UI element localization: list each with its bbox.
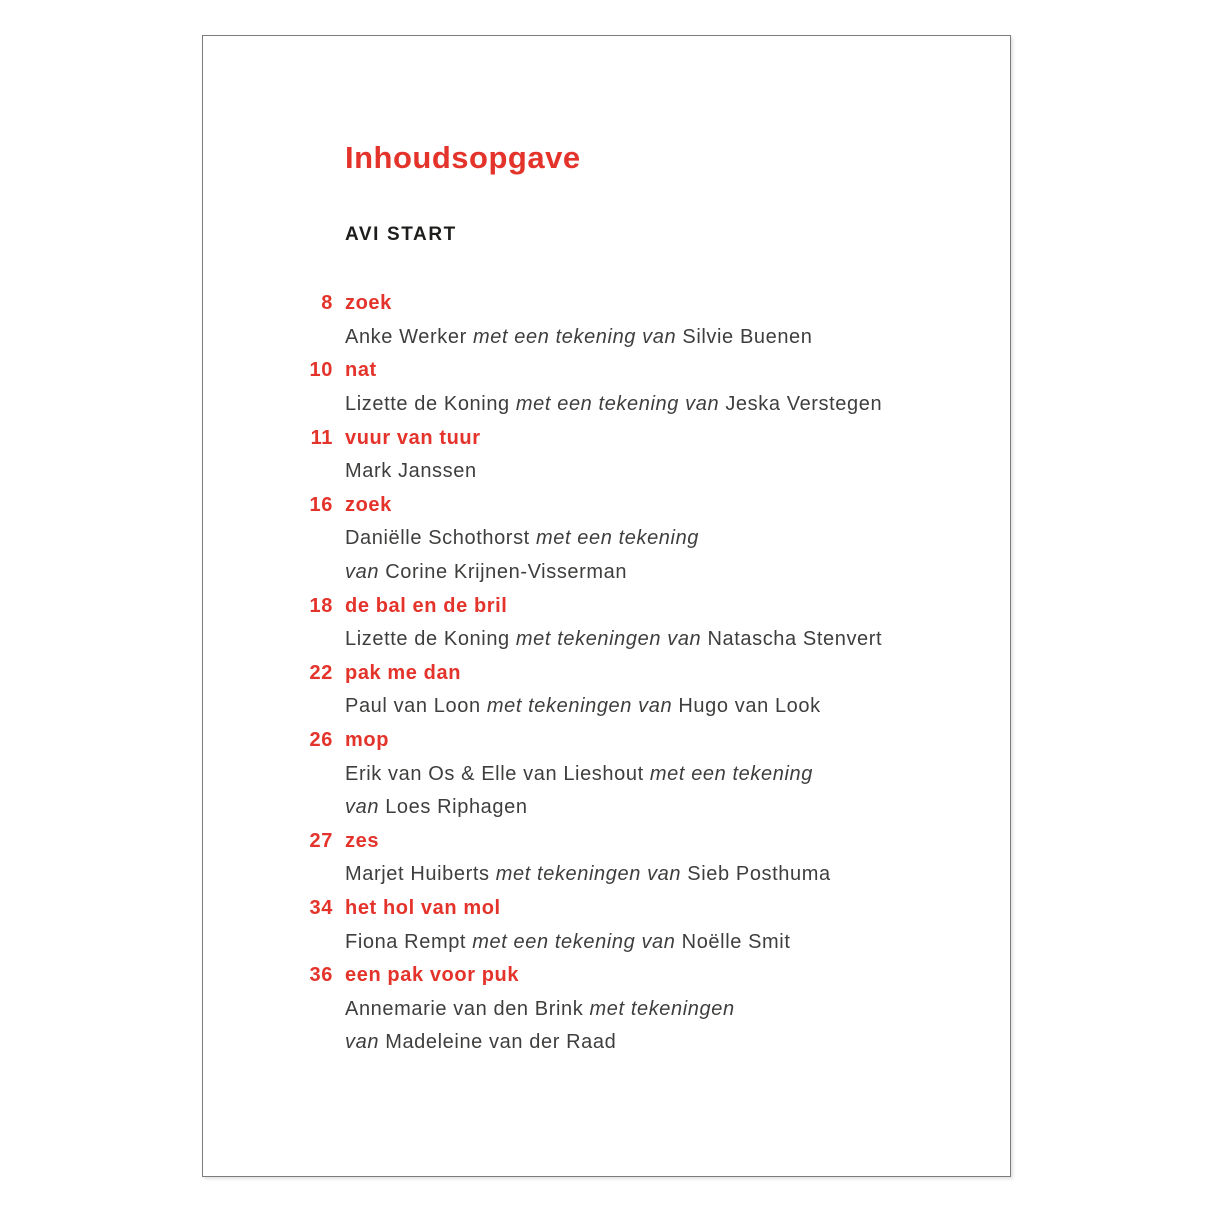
credit-segment: Hugo van Look — [672, 695, 821, 718]
credit-italic-segment: met een tekening — [649, 762, 813, 785]
toc-entry-heading — [203, 287, 1010, 321]
entry-title: zoek — [345, 493, 392, 516]
entry-page-number: 36 — [309, 964, 333, 987]
toc-entry-heading — [203, 421, 1010, 455]
entry-title: mop — [345, 729, 390, 752]
credit-italic-segment: van — [345, 561, 380, 584]
toc-entry-heading — [203, 657, 1010, 691]
credit-segment: Lizette de Koning — [345, 393, 516, 416]
credit-text — [333, 628, 882, 651]
credit-segment: Erik van Os & Elle van Lieshout — [345, 762, 650, 785]
entry-title: vuur van tuur — [345, 426, 481, 449]
credit-segment: Lizette de Koning — [345, 628, 516, 651]
credit-text — [333, 1031, 616, 1054]
credit-italic-segment: van — [345, 796, 380, 819]
credit-text — [333, 931, 791, 954]
credit-italic-segment: van — [345, 1031, 380, 1054]
credit-segment: Fiona Rempt — [345, 930, 473, 953]
entry-title: een pak voor puk — [345, 964, 520, 987]
toc-credit-line — [203, 690, 1010, 724]
entry-page-number: 22 — [309, 661, 333, 684]
credit-text — [333, 998, 735, 1021]
credit-segment: Noëlle Smit — [675, 930, 791, 953]
toc-credit-line — [203, 388, 1010, 422]
toc-entry-heading — [203, 892, 1010, 926]
credit-segment: Silvie Buenen — [676, 325, 813, 348]
entry-page-number: 27 — [309, 829, 333, 852]
entry-page-number: 16 — [309, 493, 333, 516]
credit-segment: Daniëlle Schothorst — [345, 527, 536, 550]
entry-page-number: 34 — [309, 896, 333, 919]
toc-entry-heading — [203, 825, 1010, 859]
entry-title: zes — [345, 829, 380, 852]
toc-list — [203, 287, 1010, 1060]
toc-entry-heading — [203, 959, 1010, 993]
credit-text — [333, 796, 528, 819]
credit-italic-segment: met een tekening — [535, 527, 700, 550]
entry-title: de bal en de bril — [345, 594, 508, 617]
credit-segment: Jeska Verstegen — [719, 393, 883, 416]
document-page — [202, 35, 1011, 1177]
toc-credit-line — [203, 1026, 1010, 1060]
credit-italic-segment: met een tekening van — [515, 393, 720, 416]
entry-page-number: 18 — [309, 594, 333, 617]
credit-italic-segment: met tekeningen van — [495, 863, 682, 886]
toc-entry-heading — [203, 489, 1010, 523]
credit-italic-segment: met tekeningen van — [515, 628, 702, 651]
credit-italic-segment: met tekeningen — [589, 997, 735, 1020]
toc-credit-line — [203, 791, 1010, 825]
credit-text — [333, 561, 627, 584]
credit-segment: Marjet Huiberts — [345, 863, 496, 886]
credit-text — [333, 695, 821, 718]
page-title: Inhoudsopgave — [345, 140, 581, 175]
credit-segment: Loes Riphagen — [379, 796, 528, 819]
credit-segment: Madeleine van der Raad — [379, 1031, 617, 1054]
entry-page-number: 8 — [321, 292, 333, 315]
credit-text — [333, 326, 813, 349]
credit-segment: Sieb Posthuma — [681, 863, 831, 886]
entry-page-number: 10 — [309, 359, 333, 382]
credit-segment: Corine Krijnen-Visserman — [379, 561, 628, 584]
toc-credit-line — [203, 992, 1010, 1026]
entry-page-number: 11 — [310, 426, 333, 449]
entry-page-number: 26 — [309, 729, 333, 752]
credit-text — [333, 863, 831, 886]
credit-text — [333, 763, 813, 786]
credit-text — [333, 393, 882, 416]
toc-entry-heading — [203, 589, 1010, 623]
credit-segment: Paul van Loon — [345, 695, 487, 718]
section-heading: AVI START — [345, 224, 457, 245]
entry-title: pak me dan — [345, 661, 462, 684]
toc-credit-line — [203, 858, 1010, 892]
toc-entry-heading — [203, 354, 1010, 388]
toc-credit-line — [203, 556, 1010, 590]
entry-title: het hol van mol — [345, 896, 501, 919]
entry-title: nat — [345, 359, 377, 382]
toc-credit-line — [203, 321, 1010, 355]
credit-italic-segment: met een tekening van — [472, 930, 676, 953]
toc-credit-line — [203, 757, 1010, 791]
entry-title: zoek — [345, 292, 392, 315]
toc-credit-line — [203, 522, 1010, 556]
credit-segment: Annemarie van den Brink — [345, 997, 590, 1020]
credit-italic-segment: met een tekening van — [472, 325, 677, 348]
toc-credit-line — [203, 925, 1010, 959]
credit-segment: Anke Werker — [345, 325, 473, 348]
toc-credit-line — [203, 623, 1010, 657]
credit-text — [333, 460, 477, 483]
credit-text — [333, 527, 699, 550]
credit-segment: Natascha Stenvert — [701, 628, 883, 651]
credit-segment: Mark Janssen — [345, 460, 477, 483]
toc-entry-heading — [203, 724, 1010, 758]
toc-credit-line — [203, 455, 1010, 489]
credit-italic-segment: met tekeningen van — [486, 695, 673, 718]
